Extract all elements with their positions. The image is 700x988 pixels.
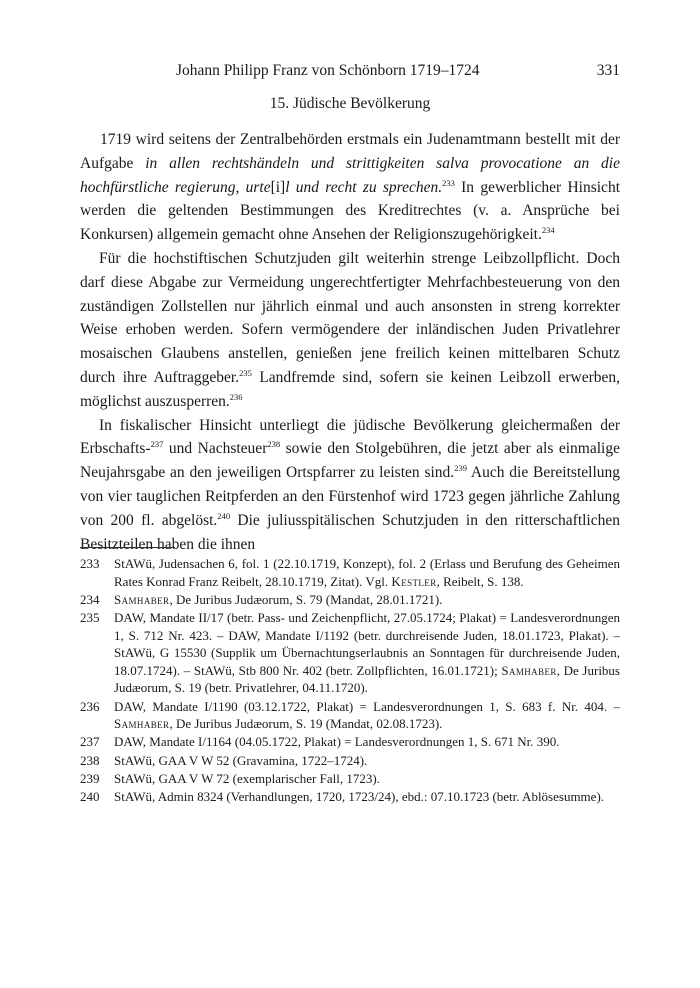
footnote-233 bbox=[80, 555, 620, 590]
footnote-ref[interactable]: 235 bbox=[239, 367, 252, 378]
paragraph-3 bbox=[80, 414, 620, 557]
text-run: In gewerblicher Hinsicht werden die geltenden Bestimmungen des Kreditrechtes (v. a. Ansprüche bei Konkursen) allgemein gemacht ohne Ansehen der Religionszugehörigkeit. bbox=[80, 178, 620, 244]
footnote-236 bbox=[80, 698, 620, 733]
footnote-text: DAW, Mandate II/17 (betr. Pass- und Zeichenpflicht, 27.05.1724; Plakat) = Landesverordnungen 1, S. 712 Nr. 423. – DAW, Mandate I/1192 (betr. durchreisende Juden, 18.01.1723, Plakat). – StAWü, G 15530 (Supplik um Übernachtungserlaubnis an Sonntagen für durchreisende Juden, 18.07.1724). – StAWü, Stb 800 Nr. 402 (betr. Zollpflichten, 16.01.1721); bbox=[114, 609, 620, 678]
footnote-divider bbox=[80, 547, 175, 548]
footnote-number: 236 bbox=[80, 698, 100, 714]
footnote-ref[interactable]: 233 bbox=[442, 177, 455, 188]
text-run: Für die hochstiftischen Schutzjuden gilt weiterhin strenge Leibzollpflicht. Doch darf diese Abgabe zur Vermeidung ungerechtfertigter Mehrfachbesteuerung von den zuständigen Zollstellen nur jährlich einmal und auch ansonsten in streng korrekter Weise erhoben werden. Sofern vermögendere der inländischen Juden Privatlehrer mosaischen Glaubens anstellen, genießen jene freilich keinen mittelbaren Schutz durch ihre Auftraggeber. bbox=[80, 249, 620, 386]
footnote-number: 240 bbox=[80, 788, 100, 804]
author-name: Kestler bbox=[391, 573, 437, 589]
footnote-number: 233 bbox=[80, 556, 100, 571]
footnote-number: 237 bbox=[80, 734, 100, 750]
footnote-text: StAWü, Judensachen 6, fol. 1 (22.10.1719, Konzept), fol. 2 (Erlass und Berufung des Geheimen Rates Konrad Franz Reibelt, 28.10.1719, Zitat). Vgl. bbox=[114, 556, 620, 589]
section-heading: 15. Jüdische Bevölkerung bbox=[269, 95, 431, 112]
footnote-ref[interactable]: 240 bbox=[217, 510, 231, 521]
footnote-number: 238 bbox=[80, 752, 100, 768]
footnote-ref[interactable]: 237 bbox=[150, 439, 164, 450]
text-run: Landfremde sind, sofern sie keinen Leibzoll erwerben, möglichst auszusperren. bbox=[80, 368, 620, 410]
footnote-240 bbox=[80, 788, 620, 806]
footnote-text: , De Juribus Judæorum, S. 79 (Mandat, 28.01.1721). bbox=[169, 591, 443, 607]
text-run: sowie den Stolgebühren, die jetzt aber als einmalige Neujahrsgabe an den jeweiligen Ortspfarrer zu leisten sind. bbox=[80, 440, 620, 482]
footnote-235 bbox=[80, 609, 620, 697]
author-name: Samhaber bbox=[501, 662, 557, 678]
footnote-text: , De Juribus Judæorum, S. 19 (Mandat, 02.08.1723). bbox=[169, 716, 443, 732]
footnote-number: 235 bbox=[80, 609, 100, 625]
page-number: 331 bbox=[596, 62, 620, 79]
footnote-238 bbox=[80, 752, 620, 770]
quote-italic: in allen rechtshändeln und strittigkeiten salva provocatione an die hochfürstliche regierung, urte bbox=[80, 154, 620, 196]
paragraph-1 bbox=[80, 128, 620, 247]
footnote-234 bbox=[80, 591, 620, 609]
footnote-text: , Reibelt, S. 138. bbox=[436, 573, 524, 589]
text-run: Die juliusspitälischen Schutzjuden in den ritterschaftlichen Besitzteilen haben die ihnen bbox=[80, 511, 620, 553]
footnote-text: StAWü, GAA V W 52 (Gravamina, 1722–1724). bbox=[114, 752, 368, 768]
quote-italic: l und recht zu sprechen. bbox=[285, 178, 443, 196]
footnote-text: , De Juribus Judæorum, S. 19 (betr. Privatlehrer, 04.11.1720). bbox=[114, 662, 620, 696]
body-text bbox=[80, 128, 620, 556]
footnotes bbox=[80, 555, 620, 806]
footnote-text: StAWü, GAA V W 72 (exemplarischer Fall, 1723). bbox=[114, 770, 380, 786]
footnote-ref[interactable]: 238 bbox=[267, 439, 281, 450]
footnote-ref[interactable]: 239 bbox=[454, 463, 467, 474]
editorial-insert: [i] bbox=[270, 178, 286, 196]
running-title: Johann Philipp Franz von Schönborn 1719–1724 bbox=[176, 62, 480, 79]
author-name: Samhaber bbox=[114, 591, 170, 607]
footnote-text: StAWü, Admin 8324 (Verhandlungen, 1720, 1723/24), ebd.: 07.10.1723 (betr. Ablösesumme). bbox=[114, 788, 605, 804]
text-run: und Nachsteuer bbox=[163, 440, 268, 458]
footnote-239 bbox=[80, 770, 620, 788]
author-name: Samhaber bbox=[114, 716, 170, 732]
text-run: In fiskalischer Hinsicht unterliegt die jüdische Bevölkerung gleichermaßen der Erbschafts- bbox=[80, 416, 620, 458]
footnote-number: 239 bbox=[80, 770, 100, 786]
footnote-text: DAW, Mandate I/1164 (04.05.1722, Plakat) = Landesverordnungen 1, S. 671 Nr. 390. bbox=[114, 734, 560, 750]
footnote-number: 234 bbox=[80, 591, 100, 607]
text-run: Auch die Bereitstellung von vier tauglichen Reitpferden an den Fürstenhof wird 1723 gegen jährliche Zahlung von 200 fl. abgelöst. bbox=[80, 464, 621, 529]
footnote-237 bbox=[80, 733, 620, 751]
running-header bbox=[80, 62, 620, 84]
footnote-text: DAW, Mandate I/1190 (03.12.1722, Plakat) = Landesverordnungen 1, S. 683 f. Nr. 404. – bbox=[114, 698, 620, 714]
text-run: 1719 wird seitens der Zentralbehörden erstmals ein Judenamtmann bestellt mit der Aufgabe bbox=[80, 131, 620, 172]
paragraph-2 bbox=[80, 247, 620, 414]
footnote-ref[interactable]: 236 bbox=[229, 391, 243, 402]
footnote-ref[interactable]: 234 bbox=[541, 225, 555, 236]
